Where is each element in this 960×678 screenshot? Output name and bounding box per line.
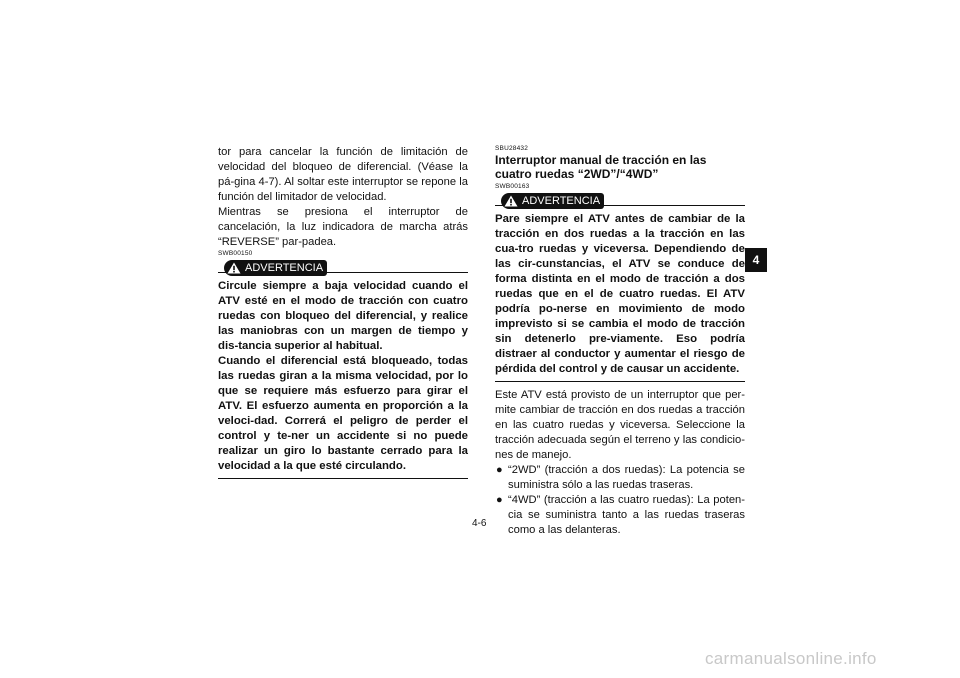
warning-end-rule	[218, 478, 468, 479]
warning-label: ADVERTENCIA	[522, 195, 601, 207]
warning-text: Cuando el diferencial está bloqueado, todas las ruedas giran a la misma velocidad, por lo que se requiere más esfuerzo para girar el ATV. El esfuerzo aumenta en proporción a la veloci-dad. Correrá el peligro de perder el control y te-ner un accidente si no puede realizar un giro lo bastante cerrado para la velocidad a la que esté circulando.	[218, 355, 468, 472]
watermark: carmanualsonline.info	[705, 649, 877, 668]
body-paragraph: Este ATV está provisto de un interruptor que per-mite cambiar de tracción en dos ruedas a tracción en las cuatro ruedas y viceversa. Seleccione la tracción adecuada según el terreno y las condicio-nes de manejo.	[495, 389, 745, 461]
section-heading: Interruptor manual de tracción en las cuatro ruedas “2WD”/“4WD”	[495, 153, 707, 181]
warning-label: ADVERTENCIA	[245, 262, 324, 274]
list-item-text: “2WD” (tracción a dos ruedas): La potencia se suministra sólo a las ruedas traseras.	[508, 464, 745, 491]
page-number: 4-6	[472, 518, 487, 529]
warning-triangle-icon	[227, 262, 241, 274]
warning-code: SWB00150	[218, 250, 253, 257]
warning-header	[495, 192, 745, 210]
section-code: SBU28432	[495, 145, 529, 152]
warning-code: SWB00163	[495, 183, 530, 190]
warning-badge	[224, 260, 327, 276]
body-paragraph: Mientras se presiona el interruptor de cancelación, la luz indicadora de marcha atrás “REVERSE” par-padea.	[218, 206, 468, 248]
right-column	[495, 145, 745, 538]
bullet-list	[495, 463, 745, 538]
warning-header	[218, 259, 468, 277]
warning-triangle-icon	[504, 195, 518, 207]
warning-text: Circule siempre a baja velocidad cuando el ATV esté en el modo de tracción con cuatro ruedas con bloqueo del diferencial, y realice las maniobras con un margen de tiempo y dis-tancia superior al habitual.	[218, 280, 468, 352]
bullet-icon: ●	[496, 494, 503, 506]
list-item-text: “4WD” (tracción a las cuatro ruedas): La poten-cia se suministra tanto a las ruedas traseras como a las delanteras.	[508, 494, 745, 536]
list-item	[495, 493, 745, 538]
warning-end-rule	[495, 381, 745, 382]
warning-badge	[501, 193, 604, 209]
warning-text: Pare siempre el ATV antes de cambiar de la tracción en dos ruedas a la tracción en las cua-tro ruedas y viceversa. Dependiendo de las cir-cunstancias, el ATV se conduce de forma distinta en el modo de tracción a dos ruedas que en el de cuatro ruedas. El ATV podría po-nerse en movimiento de modo imprevisto si se cambia el modo de tracción sin detenerlo pre-viamente. Eso podría distraer al conductor y aumentar el riesgo de pérdida del control y de causar un accidente.	[495, 213, 745, 375]
bullet-icon: ●	[496, 464, 503, 476]
chapter-tab: 4	[745, 248, 767, 272]
left-column	[218, 145, 468, 479]
body-paragraph: tor para cancelar la función de limitación de velocidad del bloqueo de diferencial. (Véase la pá-gina 4-7). Al soltar este interruptor se repone la función del limitador de velocidad.	[218, 146, 468, 203]
list-item	[495, 463, 745, 493]
